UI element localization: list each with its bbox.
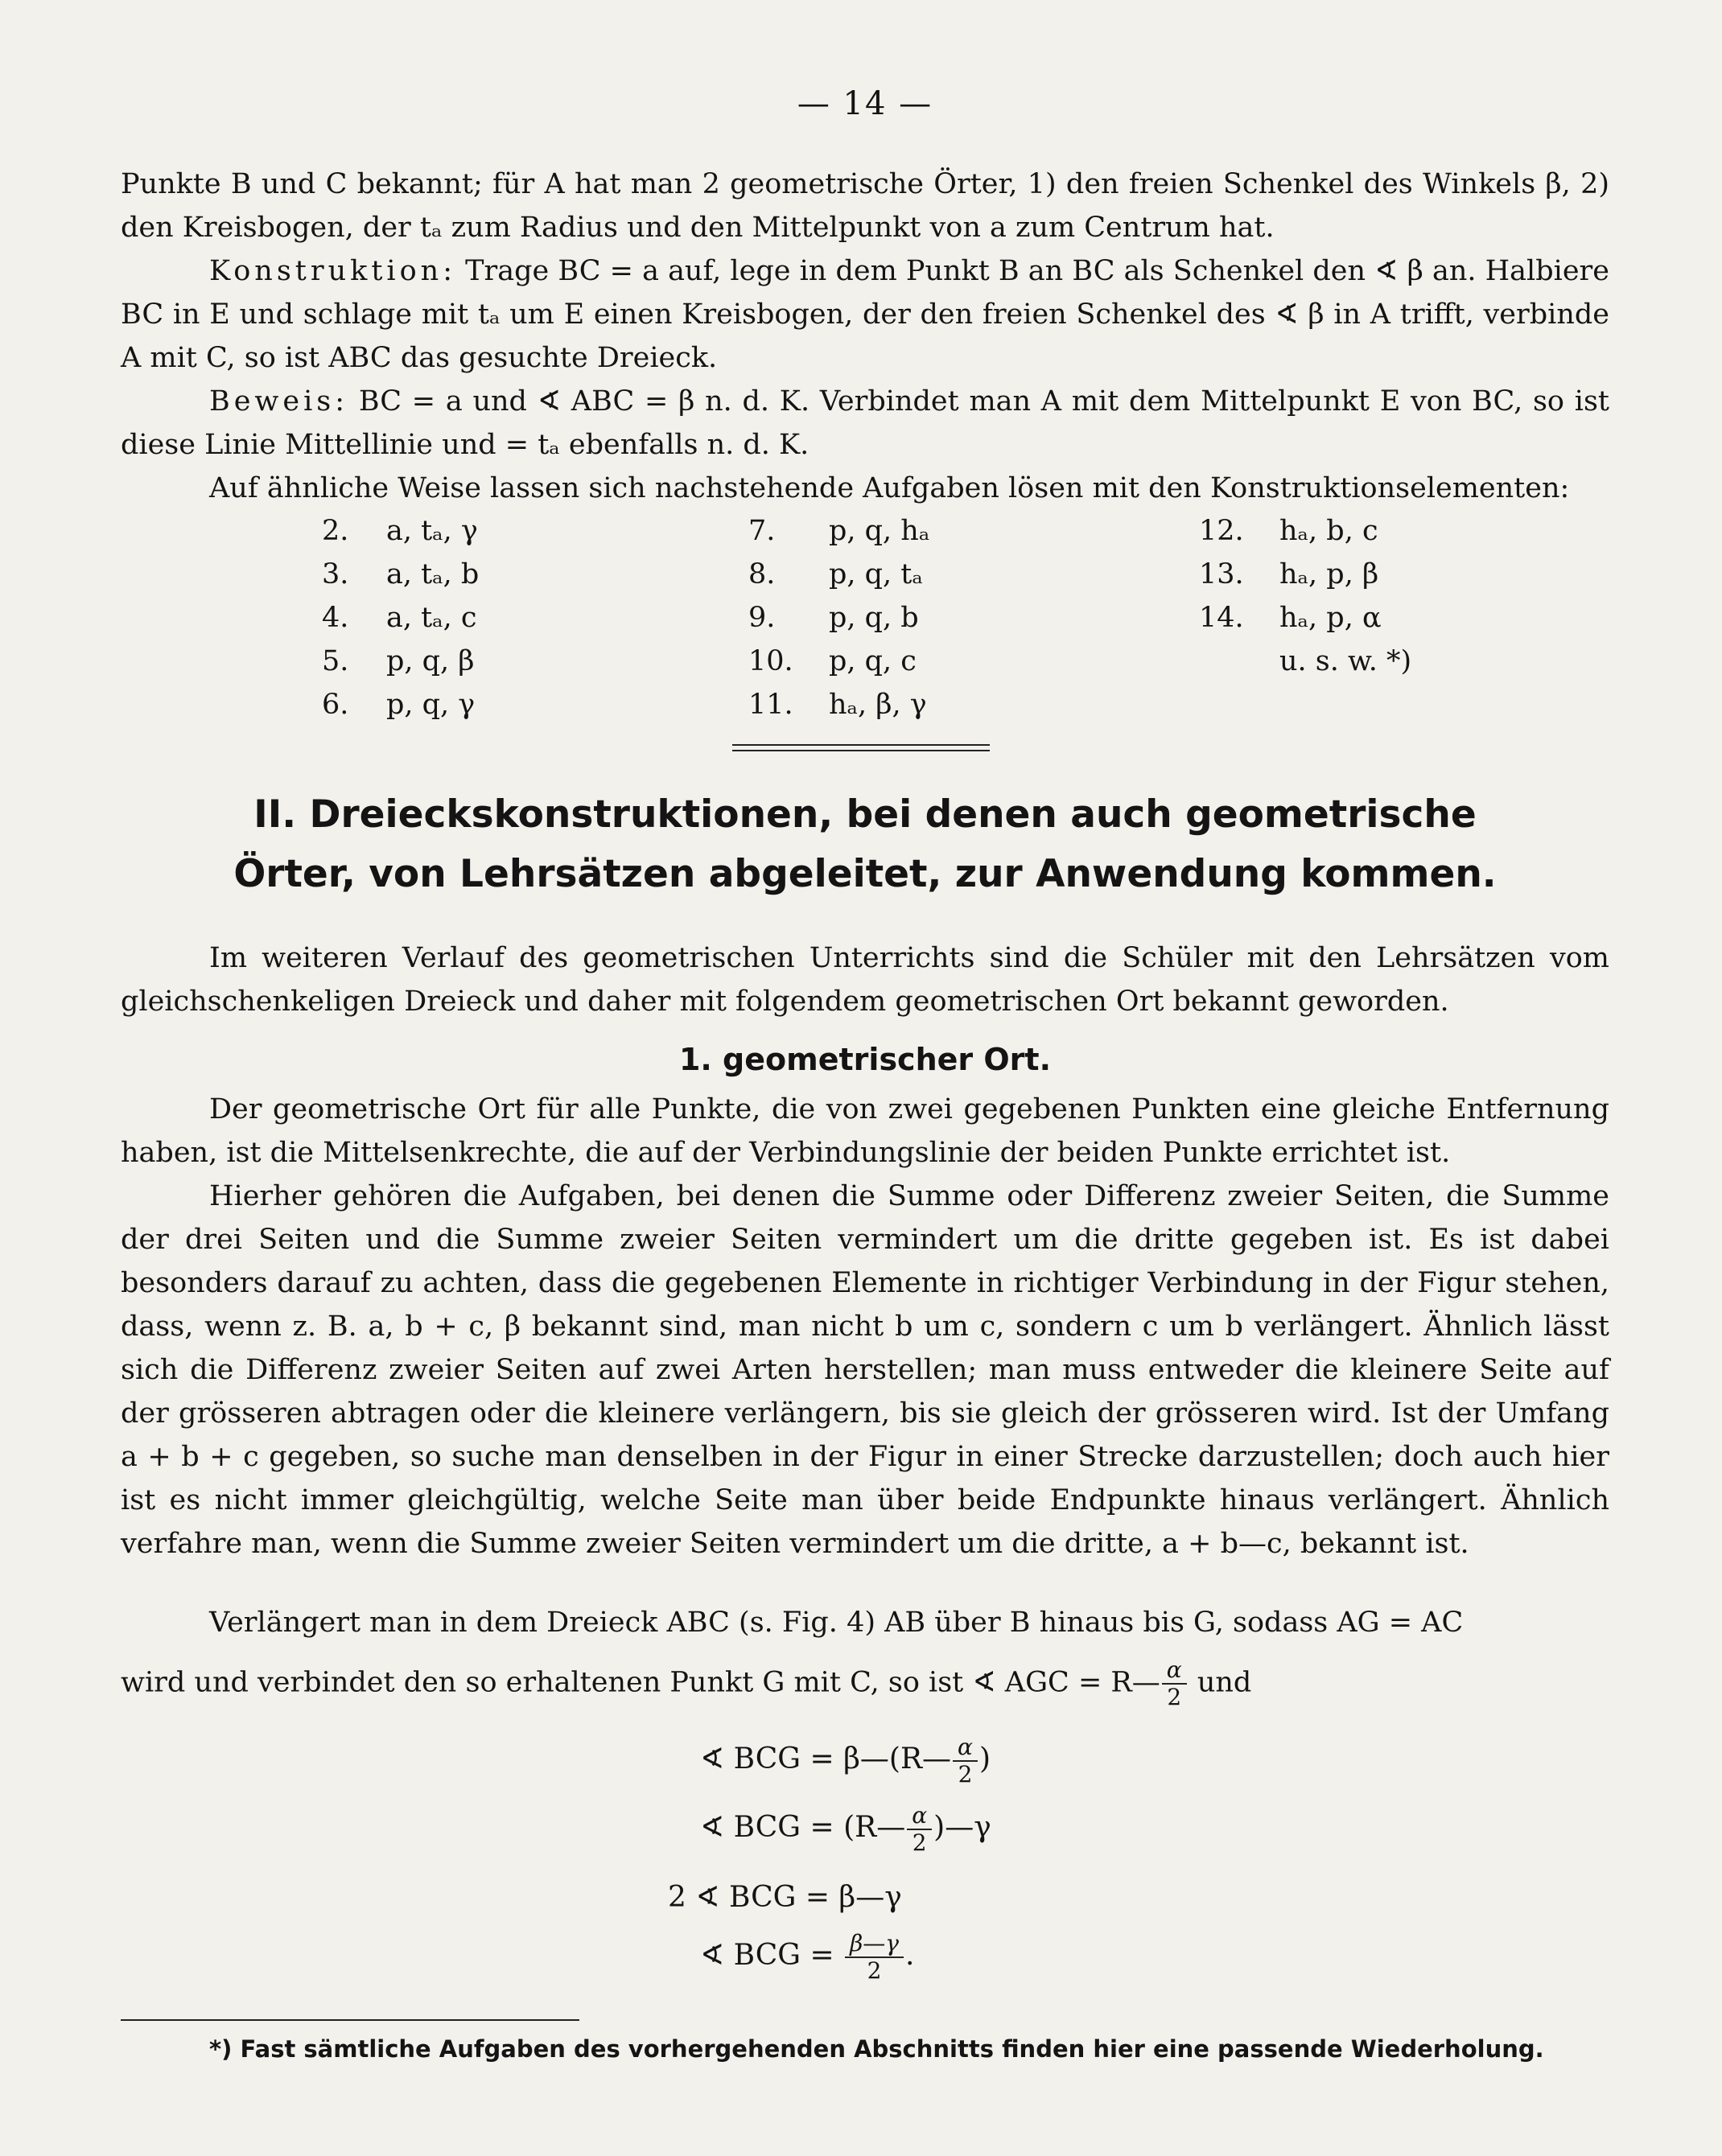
task-row-etc: u. s. w. *) <box>1279 645 1412 677</box>
similar-line: Auf ähnliche Weise lassen sich nachstehende Aufgaben lösen mit den Konstruktionselementen: <box>209 472 1570 504</box>
task-row: 10. p, q, c <box>748 645 917 677</box>
hierher-paragraph: Hierher gehören die Aufgaben, bei denen die Summe oder Differenz zweier Seiten, die Summe der drei Seiten und die Summe zweier Seiten vermindert um die dritte gegeben ist. Es ist dabei besonders darauf zu achten, dass die gegebenen Elemente in richtiger Verbindung in der Figur stehen, dass, wenn z. B. a, b + c, β bekannt sind, man nicht b um c, sondern c um b verlängert. Ähnlich lässt sich die Differenz zweier Seiten auf zwei Arten herstellen; man muss entweder die kleinere Seite auf der grösseren abtragen oder die kleinere verlängern, bis sie gleich der grösseren wird. Ist der Umfang a + b + c gegeben, so suche man denselben in der Figur in einer Strecke darzustellen; doch auch hier ist es nicht immer gleichgültig, welche Seite man über beide Endpunkte hinaus verlängert. Ähnlich verfahre man, wenn die Summe zweier Seiten vermindert um die dritte, a + b—c, bekannt ist. <box>121 1180 1609 1560</box>
task-row: 13. hₐ, p, β <box>1199 558 1379 590</box>
page-number: — 14 — <box>797 85 933 122</box>
book-page <box>121 80 1609 2140</box>
section-intro: Im weiteren Verlauf des geometrischen Unterrichts sind die Schüler mit den Lehrsätzen vom gleichschenkeligen Dreieck und daher mit folgendem geometrischen Ort bekannt geworden. <box>121 942 1609 1018</box>
verlaengert-line-2: wird und verbindet den so erhaltenen Punkt G mit C, so ist ∢ AGC = R— $\frac{\alpha}{2}$ und <box>121 1656 1252 1710</box>
section-divider <box>732 744 990 746</box>
beweis-label: Beweis: <box>209 385 349 418</box>
intro-paragraph <box>121 163 1609 249</box>
alpha-half-fraction: $\frac{\alpha}{2}$ <box>1162 1659 1187 1709</box>
konstruktion-text: Trage BC = a auf, lege in dem Punkt B an BC als Schenkel den ∢ β an. Halbiere BC in E und schlage mit tₐ um E einen Kreisbogen, der den freien Schenkel des ∢ β in A trifft, verbinde A mit C, so ist ABC das gesuchte Dreieck. <box>121 255 1609 374</box>
konstruktion-paragraph <box>121 249 1609 380</box>
konstruktion-label: Konstruktion: <box>209 255 456 287</box>
task-row: 6. p, q, γ <box>322 689 476 721</box>
verlaengert-line-1: Verlängert man in dem Dreieck ABC (s. Fig. 4) AB über B hinaus bis G, sodass AG = AC <box>209 1607 1464 1639</box>
equation-4: ∢ BCG = $\frac{\beta—\gamma}{2}$ . <box>700 1930 915 1984</box>
equation-3: 2 ∢ BCG = β—γ <box>668 1881 902 1914</box>
task-row: 12. hₐ, b, c <box>1199 515 1378 547</box>
task-row: 3. a, tₐ, b <box>322 558 480 590</box>
task-row: 11. hₐ, β, γ <box>748 689 927 721</box>
footnote: *) Fast sämtliche Aufgaben des vorhergehenden Abschnitts finden hier eine passende Wiederholung. <box>209 2035 1544 2063</box>
task-row: 2. a, tₐ, γ <box>322 515 478 547</box>
task-row: 14. hₐ, p, α <box>1199 602 1382 634</box>
beweis-paragraph <box>121 380 1609 467</box>
task-row: 5. p, q, β <box>322 645 475 677</box>
section-heading-line-1: II. Dreieckskonstruktionen, bei denen auch geometrische <box>253 792 1477 837</box>
section-divider <box>732 750 990 751</box>
task-row: 7. p, q, hₐ <box>748 515 930 547</box>
beweis-text: BC = a und ∢ ABC = β n. d. K. Verbindet man A mit dem Mittelpunkt E von BC, so ist diese Linie Mittellinie und = tₐ ebenfalls n. d. K. <box>121 385 1609 461</box>
task-row: 4. a, tₐ, c <box>322 602 477 634</box>
footnote-rule <box>121 2019 579 2021</box>
task-row: 8. p, q, tₐ <box>748 558 923 590</box>
definition-paragraph: Der geometrische Ort für alle Punkte, die von zwei gegebenen Punkten eine gleiche Entfernung haben, ist die Mittelsenkrechte, die auf der Verbindungslinie der beiden Punkte errichtet ist. <box>121 1093 1609 1169</box>
task-row: 9. p, q, b <box>748 602 919 634</box>
subheading: 1. geometrischer Ort. <box>678 1042 1052 1077</box>
intro-line-1: Punkte B und C bekannt; für A hat man 2 geometrische Örter, 1) den freien Schenkel des Winkels β, <box>121 168 1571 200</box>
intro-line-2: 2) den Kreisbogen, der tₐ zum Radius und den Mittelpunkt von a zum Centrum hat. <box>121 168 1609 244</box>
section-heading-line-2: Örter, von Lehrsätzen abgeleitet, zur Anwendung kommen. <box>233 852 1497 896</box>
equation-1: ∢ BCG = β—(R— $\frac{\alpha}{2}$ ) <box>700 1734 991 1788</box>
equation-2: ∢ BCG = (R— $\frac{\alpha}{2}$ )—γ <box>700 1802 991 1856</box>
